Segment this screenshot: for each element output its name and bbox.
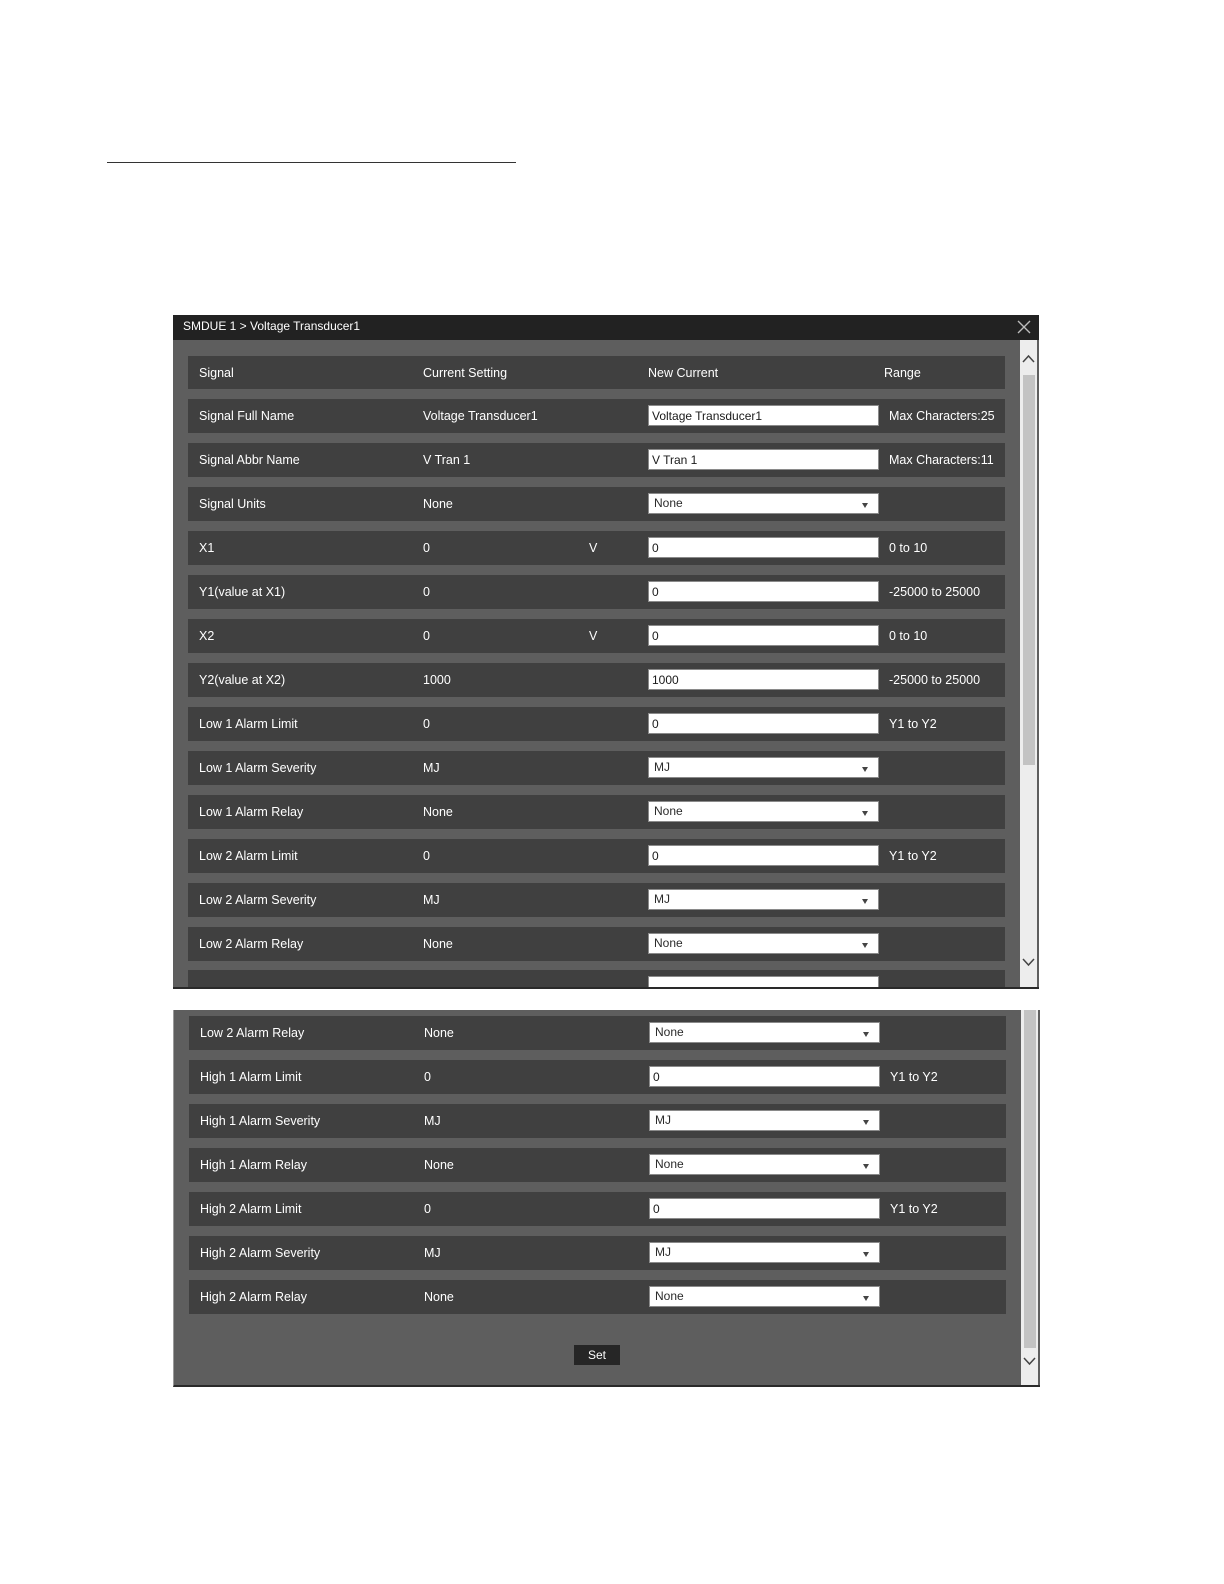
range-label: -25000 to 25000 [889,585,981,599]
signal-label: High 1 Alarm Severity [200,1114,321,1128]
new-value-input[interactable] [649,1066,880,1087]
new-value-dropdown[interactable] [649,1286,880,1307]
table-row-partial [188,970,1005,989]
range-label: Max Characters:25 [889,409,995,423]
unit-label: V [589,629,598,643]
new-value-dropdown[interactable] [648,933,879,954]
current-setting-value: None [424,1158,454,1172]
new-value-input[interactable] [648,845,879,866]
vertical-scrollbar[interactable] [1021,1010,1038,1385]
dialog-title-bar [173,315,1039,340]
signal-label: High 2 Alarm Limit [200,1202,302,1216]
dropdown-selected-value: None [654,496,683,510]
dropdown-selected-value: None [654,936,683,950]
settings-table-top [188,356,1005,971]
current-setting-value: Voltage Transducer1 [423,409,538,423]
table-row-low-1-alarm-severity [188,751,1005,785]
column-header-signal: Signal [199,366,234,380]
new-value-input[interactable] [648,449,879,470]
settings-dialog-bottom [173,1010,1040,1387]
chevron-down-icon [862,943,868,948]
top-divider-line [107,162,516,163]
new-value-input[interactable] [648,669,879,690]
set-button[interactable]: Set [574,1345,620,1365]
signal-label: Low 2 Alarm Relay [199,937,304,951]
table-row-high-1-alarm-relay [189,1148,1006,1182]
signal-label: X1 [199,541,215,555]
table-row-low-2-alarm-severity [188,883,1005,917]
chevron-up-icon[interactable] [1021,352,1036,367]
current-setting-value: 0 [423,849,430,863]
range-label: Y1 to Y2 [889,717,937,731]
current-setting-value: 0 [424,1202,431,1216]
new-value-dropdown[interactable] [648,889,879,910]
table-row-low-2-alarm-limit [188,839,1005,873]
chevron-down-icon [863,1164,869,1169]
range-label: Y1 to Y2 [890,1202,938,1216]
dropdown-selected-value: None [654,804,683,818]
dropdown-selected-value: MJ [655,1245,671,1259]
dropdown-selected-value: None [655,1289,684,1303]
signal-label: Low 1 Alarm Limit [199,717,298,731]
table-row-high-2-alarm-relay [189,1280,1006,1314]
new-value-input[interactable] [648,581,879,602]
column-header-range: Range [884,366,921,380]
signal-label: Signal Full Name [199,409,295,423]
table-row-low-1-alarm-relay [188,795,1005,829]
signal-label: High 2 Alarm Severity [200,1246,321,1260]
current-setting-value: None [423,805,453,819]
dialog-title: SMDUE 1 > Voltage Transducer1 [183,319,361,333]
chevron-down-icon [862,811,868,816]
signal-label: Low 2 Alarm Relay [200,1026,305,1040]
new-value-input[interactable] [648,713,879,734]
new-value-dropdown[interactable] [649,1110,880,1131]
table-row-high-1-alarm-severity [189,1104,1006,1138]
range-label: Max Characters:11 [889,453,994,467]
signal-label: High 1 Alarm Limit [200,1070,302,1084]
chevron-down-icon [862,899,868,904]
dropdown-selected-value: None [655,1025,684,1039]
current-setting-value: 0 [423,629,430,643]
chevron-down-icon [862,503,868,508]
current-setting-value: None [423,497,453,511]
range-label: Y1 to Y2 [889,849,937,863]
signal-label: Y2(value at X2) [199,673,286,687]
new-value-input[interactable] [649,1198,880,1219]
new-value-dropdown[interactable] [649,1022,880,1043]
current-setting-value: 0 [423,717,430,731]
new-value-input[interactable] [648,405,879,426]
table-row-x1 [188,531,1005,565]
range-label: Y1 to Y2 [890,1070,938,1084]
table-row-low-2-alarm-relay [189,1016,1006,1050]
table-row-low-2-alarm-relay [188,927,1005,961]
close-icon[interactable] [1016,319,1032,335]
new-value-dropdown[interactable] [648,493,879,514]
table-row-signal-abbr-name [188,443,1005,477]
vertical-scrollbar[interactable] [1020,340,1037,987]
chevron-down-icon [863,1120,869,1125]
current-setting-value: MJ [424,1246,441,1260]
column-header-new-current: New Current [648,366,719,380]
chevron-down-icon[interactable] [1022,1353,1037,1368]
table-row-y2-value-at-x2 [188,663,1005,697]
table-row-x2 [188,619,1005,653]
dropdown-selected-value: None [655,1157,684,1171]
table-row-y1-value-at-x1 [188,575,1005,609]
signal-label: Low 2 Alarm Severity [199,893,317,907]
new-value-dropdown[interactable] [648,757,879,778]
signal-label: Low 1 Alarm Severity [199,761,317,775]
new-value-dropdown[interactable] [648,801,879,822]
current-setting-value: 0 [423,585,430,599]
signal-label: X2 [199,629,215,643]
table-header [188,356,1005,389]
chevron-down-icon [863,1252,869,1257]
table-row-signal-units [188,487,1005,521]
signal-label: Y1(value at X1) [199,585,286,599]
unit-label: V [589,541,598,555]
new-value-dropdown[interactable] [649,1242,880,1263]
chevron-down-icon[interactable] [1021,954,1036,969]
signal-label: High 1 Alarm Relay [200,1158,307,1172]
table-row-signal-full-name [188,399,1005,433]
chevron-down-icon [863,1032,869,1037]
column-header-current-setting: Current Setting [423,366,508,380]
dropdown-selected-value: MJ [655,1113,671,1127]
range-label: 0 to 10 [889,629,928,643]
current-setting-value: 1000 [423,673,451,687]
settings-table-bottom [189,1016,1006,1324]
current-setting-value: MJ [423,893,440,907]
table-row-low-1-alarm-limit [188,707,1005,741]
table-row-high-2-alarm-severity [189,1236,1006,1270]
current-setting-value: None [423,937,453,951]
chevron-down-icon [863,1296,869,1301]
scrollbar-thumb[interactable] [1023,375,1035,765]
table-row-high-2-alarm-limit [189,1192,1006,1226]
current-setting-value: MJ [424,1114,441,1128]
current-setting-value: None [424,1290,454,1304]
current-setting-value: 0 [423,541,430,555]
signal-label: High 2 Alarm Relay [200,1290,307,1304]
settings-dialog-top [173,315,1039,989]
chevron-down-icon [862,767,868,772]
signal-label: Low 2 Alarm Limit [199,849,298,863]
dropdown-selected-value: MJ [654,760,670,774]
dropdown-selected-value: MJ [654,892,670,906]
table-row-high-1-alarm-limit [189,1060,1006,1094]
current-setting-value: 0 [424,1070,431,1084]
current-setting-value: MJ [423,761,440,775]
new-value-input[interactable] [648,537,879,558]
range-label: -25000 to 25000 [889,673,981,687]
current-setting-value: None [424,1026,454,1040]
new-value-input[interactable] [648,625,879,646]
new-value-input-partial [648,976,879,989]
signal-label: Signal Units [199,497,266,511]
scrollbar-thumb[interactable] [1024,1010,1036,1348]
current-setting-value: V Tran 1 [423,453,471,467]
signal-label: Signal Abbr Name [199,453,300,467]
signal-label: Low 1 Alarm Relay [199,805,304,819]
new-value-dropdown[interactable] [649,1154,880,1175]
range-label: 0 to 10 [889,541,928,555]
